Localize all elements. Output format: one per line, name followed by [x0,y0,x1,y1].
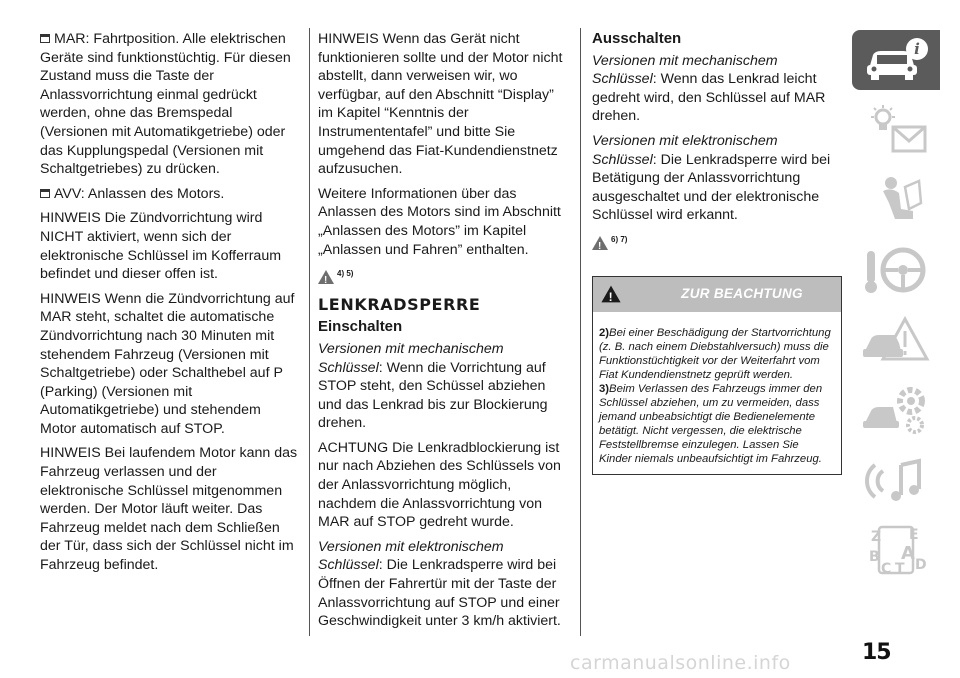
chapter-tab-starting[interactable] [852,240,940,300]
chapter-tab-maintenance[interactable] [852,380,940,440]
caution-item: 3)Beim Verlassen des Fahrzeugs immer den Schlüssel abziehen, um zu vermeiden, dass jemand unbeabsichtigt die Bedienelemente betätigt. Nicht vergessen, die elektrische Feststellbremse einzulegen. Lassen Sie Kinder niemals unbeaufsichtigt im Fahrzeug. [599,382,823,465]
steering-start-icon [861,243,931,298]
svg-text:E: E [909,526,919,543]
key-symbol-icon [40,34,50,43]
paragraph-mech-key: Versionen mit mechanischem Schlüssel: Wenn die Vorrichtung auf STOP steht, den Schüssel abziehen und das Lenkrad bis zur Blockierung drehen. [318,340,548,432]
column-1 [40,30,298,581]
warning-reference: ! 4) 5) [318,265,570,284]
chapter-tab-warning-lights[interactable] [852,100,940,160]
chapter-tab-emergency[interactable] [852,310,940,370]
caution-title: ZUR BEACHTUNG [681,285,803,301]
chapter-tab-car-info[interactable] [852,30,940,90]
subheading-ausschalten: Ausschalten [592,30,682,47]
paragraph-elec-key-off: Versionen mit elektronischem Schlüssel: Die Lenkradsperre wird bei Betätigung der Anlassvorrichtung ausgeschaltet und der elektronische Schlüssel wird erkannt. [592,132,831,224]
warning-triangle-icon [318,270,334,284]
maintenance-icon [861,383,931,438]
section-heading: LENKRADSPERRE [318,294,481,314]
note-engine-running: HINWEIS Bei laufendem Motor kann das Fahrzeug verlassen und der elektronische Schlüssel mitgenommen werden. Der Motor läuft weiter. Das Fahrzeug meldet nach dem Schließen der Tür, dass sich der Schlüssel nicht im Fahrzeug befindet. [40,445,298,574]
warning-lights-icon [861,103,931,158]
svg-text:A: A [901,542,915,564]
column-3 [592,30,842,475]
multimedia-icon [861,453,931,508]
svg-text:B: B [869,548,880,565]
svg-text:D: D [915,556,927,573]
paragraph-mech-key-off: Versionen mit mechanischem Schlüssel: Wenn das Lenkrad leicht gedreht wird, den Schlüssel auf MAR drehen. [592,52,826,125]
warning-triangle-icon [592,236,608,250]
page-number: 15 [862,640,891,665]
car-info-icon [861,35,931,85]
paragraph-attention: ACHTUNG Die Lenkradblockierung ist nur nach Abziehen des Schlüssels von der Anlassvorrichtung möglich, nachdem die Anlassvorrichtung von MAR auf STOP gedreht wurde. [318,439,561,531]
chapter-tab-index[interactable] [852,520,940,580]
subheading-einschalten: Einschalten [318,318,403,336]
caution-body [593,312,841,474]
emergency-icon [861,313,931,368]
column-2 [318,30,570,637]
key-symbol-icon [40,189,50,198]
svg-text:i: i [914,40,920,58]
note-device-failure: HINWEIS Wenn das Gerät nicht funktionieren sollte und der Motor nicht abstellt, dann verweisen wir, wo verfügbar, auf den Abschnitt “Display” im Kapitel “Kenntnis der Instrumententafel” und bitte Sie umgehend das Fiat-Kundendienstnetz aufzusuchen. [318,31,563,178]
caution-box [592,276,842,475]
warning-triangle-icon [601,286,620,303]
caution-header [593,277,841,312]
paragraph-mar: MAR: Fahrtposition. Alle elektrischen Geräte sind funktionstüchtig. Für diesen Zustand muss die Taste der Anlassvorrichtung einmal gedrückt werden, ohne das Bremspedal (Versionen mit Automatikgetriebe) oder das Kupplungspedal (Versionen mit Schaltgetriebes) zu drücken. [40,31,291,178]
note-auto-stop: HINWEIS Wenn die Zündvorrichtung auf MAR steht, schaltet die automatische Zündvorrichtung nach 30 Minuten mit stehendem Fahrzeug (Versionen mit Schaltgetriebe) oder Schalthebel auf P (Parking) (Versionen mit Automatikgetriebe) und stehendem Motor automatisch auf STOP. [40,290,295,437]
chapter-tab-multimedia[interactable] [852,450,940,510]
note-trunk: HINWEIS Die Zündvorrichtung wird NICHT aktiviert, wenn sich der elektronische Schlüssel im Kofferraum befindet und dieser offen ist. [40,210,282,283]
airbag-seat-icon [861,173,931,228]
column-divider [580,28,581,636]
caution-item: 2)Bei einer Beschädigung der Startvorrichtung (z. B. nach einem Diebstahlversuch) muss die Funktionstüchtigkeit vor der Weiterfahrt vom Fiat Kundendienstnetz geprüft werden. [599,326,831,381]
warning-reference: ! 6) 7) [592,231,842,250]
svg-text:C: C [881,560,892,577]
svg-text:T: T [895,560,905,577]
index-icon [861,523,931,578]
paragraph-avv: AVV: Anlassen des Motors. [40,185,298,204]
column-divider [309,28,310,636]
paragraph-elec-key: Versionen mit elektronischem Schlüssel: Die Lenkradsperre wird bei Öffnen der Fahrertür mit der Taste der Anlassvorrichtung auf STOP und einer Geschwindigkeit unter 3 km/h aktiviert. [318,538,561,630]
chapter-sidebar [852,30,940,590]
paragraph-more-info: Weitere Informationen über das Anlassen des Motors sind im Abschnitt „Anlassen des Motors” im Kapitel „Anlassen und Fahren” enthalten. [318,185,561,258]
chapter-tab-safety[interactable] [852,170,940,230]
svg-text:Z: Z [871,528,882,545]
watermark: carmanualsonline.info [570,652,791,674]
